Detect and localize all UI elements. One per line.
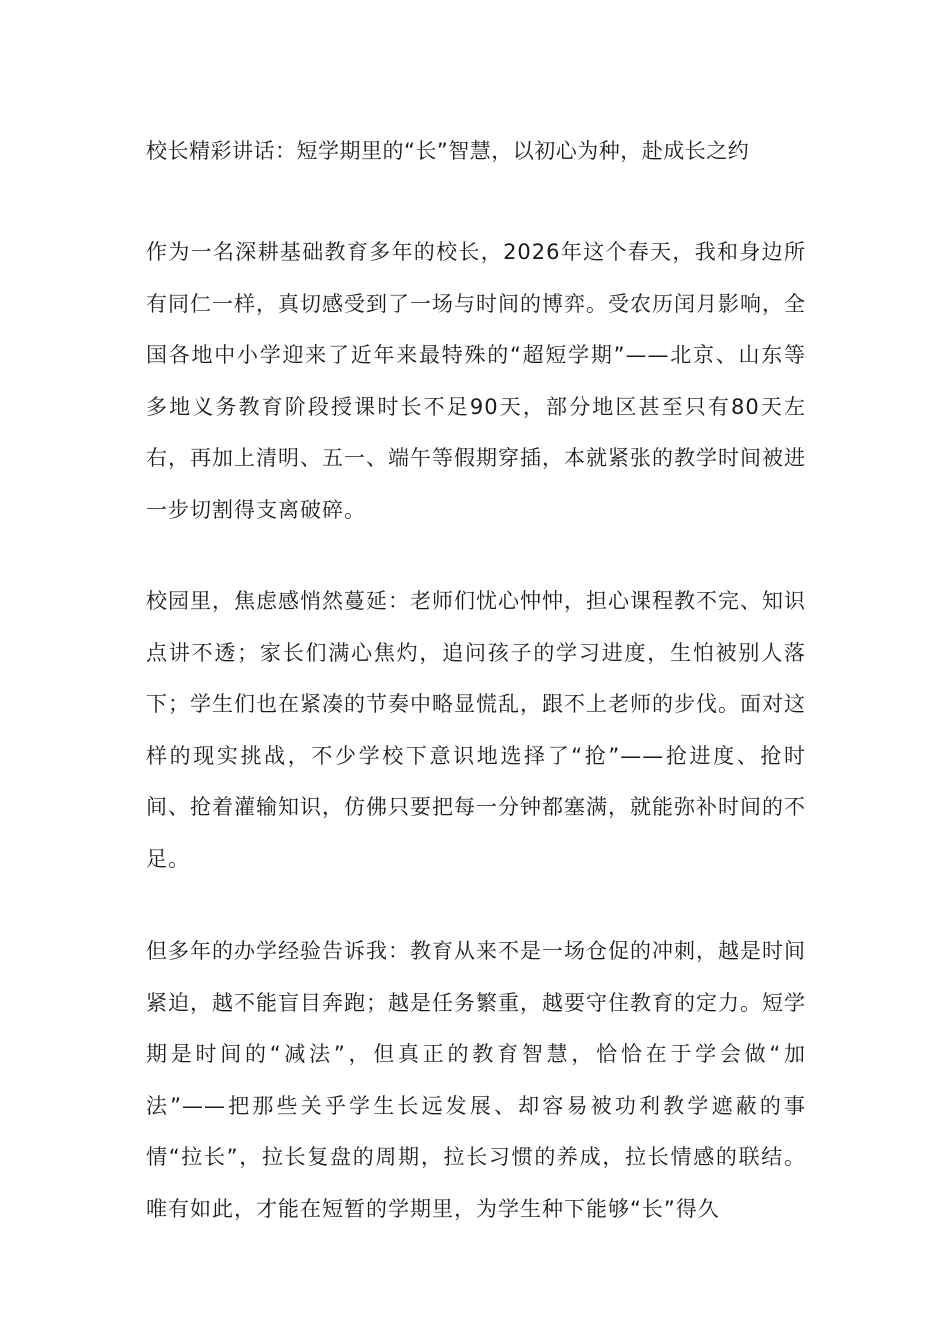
paragraph-3: 但多年的办学经验告诉我：教育从来不是一场仓促的冲刺，越是时间紧迫，越不能盲目奔跑；越是任务繁重，越要守住教育的定力。短学期是时间的“减法”，但真正的教育智慧，恰恰在于学会做“加法”——把那些关乎学生长远发展、却容易被功利教学遮蔽的事情“拉长”，拉长复盘的周期，拉长习惯的养成，拉长情感的联结。唯有如此，才能在短暂的学期里，为学生种下能够“长”得久 bbox=[146, 939, 806, 1221]
document-title: 校长精彩讲话：短学期里的“长”智慧，以初心为种，赴成长之约 bbox=[146, 139, 750, 163]
paragraph-2: 校园里，焦虑感悄然蔓延：老师们忧心忡忡，担心课程教不完、知识点讲不透；家长们满心焦灼，追问孩子的学习进度，生怕被别人落下；学生们也在紧凑的节奏中略显慌乱，跟不上老师的步伐。面对这样的现实挑战，不少学校下意识地选择了“抢”——抢进度、抢时间、抢着灌输知识，仿佛只要把每一分钟都塞满，就能弥补时间的不足。 bbox=[146, 589, 806, 871]
paragraph-1: 作为一名深耕基础教育多年的校长，2026年这个春天，我和身边所有同仁一样，真切感受到了一场与时间的博弈。受农历闰月影响，全国各地中小学迎来了近年来最特殊的“超短学期”——北京、山东等多地义务教育阶段授课时长不足90天，部分地区甚至只有80天左右，再加上清明、五一、端午等假期穿插，本就紧张的教学时间被进一步切割得支离破碎。 bbox=[146, 240, 806, 522]
